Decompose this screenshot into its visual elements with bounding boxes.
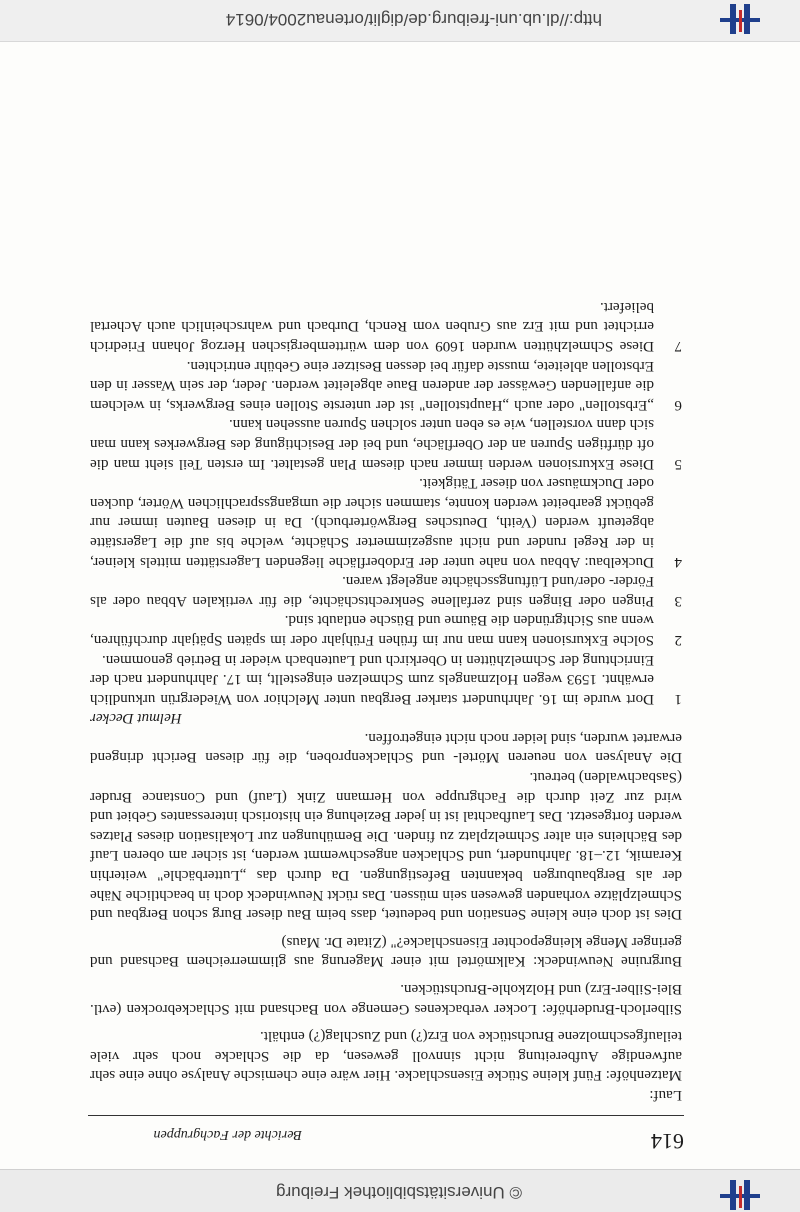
body-heading: Lauf:	[649, 1087, 682, 1103]
body-paragraph: Dies ist doch eine kleine Sensation und bedeutet, dass beim Bau dieser Burg schon Bergbau und Schmelzplätze vorhanden gewesen sein müssen. Das rückt Neuwindeck doch in beachtliche Nähe der als Bergbauburgen bekannten Befestigungen. Da durch das „Lutterbächle" weiterhin Keramik, 12.–18. Jahrhundert, und Schlacken angeschwemmt werden, ist sicher am oberen Lauf des Bächleins ein alter Schmelzplatz zu finden. Die Bemühungen zur Lokalisation dieses Platzes werden fortgesetzt. Das Laufbachtal ist in jeder Beziehung ein historisch interessantes Gebiet und wird zur Zeit durch die Fachgruppe von Hermann Zink (Lauf) und Constance Bruder (Sasbachwalden) betreut.	[90, 769, 682, 923]
footnote-text: Dort wurde im 16. Jahrhundert starker Bergbau unter Melchior von Wiedergrün urkundlich erwähnt. 1593 wegen Holzmangels zum Schmelzen eingestellt, im 17. Jahrhundert nach der Einrichtung der Schmelzhütten in Oberkirch und Lautenbach wieder in Betrieb genommen.	[90, 651, 654, 707]
footnote-text: Diese Schmelzhütten wurden 1609 von dem württembergischen Herzog Johann Friedrich errichtet und mit Erz aus Gruben vom Rench, Durbach und wahrscheinlich auch Achertal beliefert.	[90, 298, 654, 355]
footnote	[90, 414, 682, 473]
footnote-number: 4	[674, 553, 682, 570]
footnote	[90, 473, 682, 571]
footnote-text: Solche Exkursionen kann man nur im frühen Frühjahr oder im späten Spätjahr durchführen, wenn aus Sichtgründen die Bäume und Büsche entlaubt sind.	[90, 612, 654, 648]
footnote	[90, 610, 682, 649]
footnote-number: 7	[674, 338, 682, 355]
viewer-footer-bar	[0, 0, 800, 42]
body-paragraph: Silberloch-Bruderhöfe: Locker verbackenes Gemenge von Bachsand mit Schlackebrocken (evtl. Blei-Silber-Erz) und Holzkohle-Bruchstücken.	[90, 981, 682, 1017]
ub-freiburg-logo-icon[interactable]	[720, 1180, 760, 1212]
header-rule	[88, 1115, 684, 1116]
page-body	[90, 296, 682, 1104]
running-head: Berichte der Fachgruppen	[153, 1127, 302, 1142]
footnote-text: Diese Exkursionen werden immer nach diesem Plan gestaltet. Im ersten Teil sieht man die oft dürftigen Spuren an der Oberfläche, und bei der Besichtigung des Bergwerkes kann man sich dann vorstellen, wie es eben unter solchen Spuren aussehen kann.	[90, 416, 654, 472]
footnote	[90, 571, 682, 610]
ub-freiburg-logo-icon[interactable]	[720, 4, 760, 36]
footnote-number: 2	[674, 631, 682, 648]
footnote	[90, 649, 682, 708]
footnote-number: 6	[674, 396, 682, 413]
footnote-number: 1	[674, 690, 682, 707]
body-paragraph: Matzenhöfe: Fünf kleine Stücke Eisenschlacke. Hier wäre eine chemische Analyse ohne eine sehr aufwendige Aufbereitung nicht sinnvoll gewesen, da die Schlacke noch sehr viele teilaufgeschmolzene Bruchstücke von Erz(?) und Zuschlag(?) enthält.	[90, 1028, 682, 1084]
body-paragraph: Die Analysen von neueren Mörtel- und Schlackenproben, die für diesen Bericht dringend erwartet wurden, sind leider noch nicht eingetroffen.	[90, 729, 682, 766]
footnote-number: 5	[674, 455, 682, 472]
page-number: 614	[651, 1129, 684, 1154]
page-url-link[interactable]: http://dl.ub.uni-freiburg.de/diglit/ortenau2004/0614	[225, 10, 602, 29]
viewer-header-bar	[0, 1169, 800, 1212]
library-credit: © Universitätsbibliothek Freiburg	[276, 1183, 522, 1202]
body-paragraph: Burgruine Neuwindeck: Kalkmörtel mit einer Magerung aus glimmerreichem Bachsand und geringer Menge kleingepochter Eisenschlacke?" (Zitate Dr. Maus)	[90, 933, 682, 970]
footnote	[90, 296, 682, 355]
footnote-text: Duckelbau: Abbau von nahe unter der Erdoberfläche liegenden Lagerstätten mittels kleiner, in der Regel runder und nicht ausgezimmerter Schächte, welche bis auf die Lagerstätte abgeteuft werden (Veith, Deutsches Bergwörterbuch). Da in diesen Bauten immer nur gebückt gearbeitet werden konnte, stammen sicher die umgangssprachlichen Wörter, ducken oder Duckmäuser von dieser Tätigkeit.	[90, 475, 654, 570]
footnote	[90, 355, 682, 414]
author-signature: Helmut Decker	[90, 710, 182, 727]
footnote-text: Pingen oder Bingen sind zerfallene Senkrechtschächte, die für vertikalen Abbau oder als Förder- oder/und Lüftungsschächte angelegt waren.	[90, 573, 654, 609]
footnote-text: „Erbstollen" oder auch „Hauptstollen" ist der unterste Stollen eines Bergwerks, in welchem die anfallenden Gewässer der anderen Baue abgeleitet werden. Jeder, der sein Wasser in den Erbstollen ableitete, musste dafür bei dessen Besitzer eine Gebühr entrichten.	[90, 357, 654, 413]
footnote-number: 3	[674, 592, 682, 609]
